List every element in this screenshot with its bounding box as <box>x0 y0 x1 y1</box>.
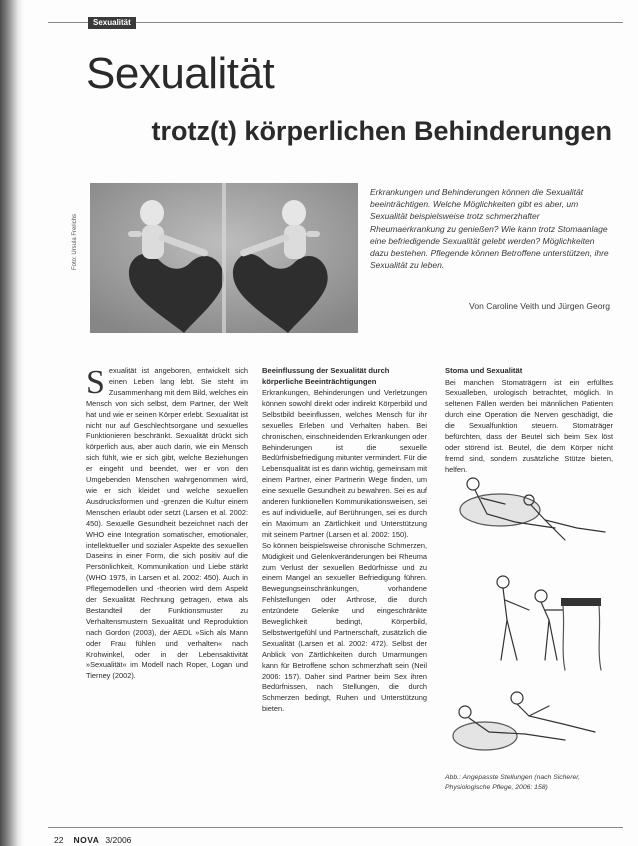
drop-cap: S <box>86 364 105 401</box>
figure-caption: Abb.: Angepasste Stellungen (nach Sicherer, Physiologische Pflege, 2006: 158) <box>445 774 581 791</box>
column-2 <box>262 366 427 715</box>
footer-rule <box>48 827 623 828</box>
column-1 <box>86 366 248 682</box>
body-text: exualität ist angeboren, entwickelt sich einen Leben lang lebt. Sie steht im Zusammenhang mit dem Bild, welches ein Mensch von sich selbst, dem Partner, der Welt hat und wie er seinen Körper erlebt. Sexualität ist nicht nur auf Geschlechtsorgane und sexuelles Funktionieren beschränkt. Sexualität drückt sich körperlich aus, aber auch darin, wie ein Mensch sich fühlt, wie er sich gibt, welche Beziehungen er eingeht und beendet, wer er von den Umgebenden Menschen wahrgenommen wird, wie er sich kleidet und welche sexuellen Ausdrucksformen und -grenzen die Kultur einem Menschen erlaubt oder setzt (Larsen et al. 2002: 450). Sexuelle Gesundheit bezeichnet nach der WHO eine Integration somatischer, emotionaler, intellektueller und sozialer Aspekte des sexuellen Daseins in einer Form, die sich positiv auf die Persönlichkeit, Kommunikation und Liebe stärkt (WHO 1975, in Larsen et al. 2002: 450). Auch in Pflegemodellen und -theorien wird dem Aspekt der Sexualität Rechnung getragen, etwa als Bestandteil der Funktionsmuster zu Verhaltensmustern Sexualität und Reproduktion nach Gordon (2003), der AEDL »Sich als Mann oder Frau fühlen und verhalten« nach Krohwinkel, oder in der Lebensaktivität »Sexualität« im Modell nach Roper, Logan und Tierney (2002). <box>86 366 248 681</box>
issue-number: 3/2006 <box>105 835 132 845</box>
page-footer <box>54 835 131 845</box>
column-3 <box>445 366 613 476</box>
body-text: Erkrankungen, Behinderungen und Verletzungen können sowohl direkt oder indirekt Körperbild und Selbstbild beeinflussen, welches Mensch für ihr sexuelles Erleben und Verhalten haben. Bei chronischen, einschneidenden Erkrankungen oder Behinderungen ist die sexuelle Bedürfnisbefriedigung mitunter vermindert. Für die Lebensqualität ist es dann wichtig, gemeinsam mit einem Partner, einer Partnerin Wege finden, um eine sexuelle Gesundheit zu bewahren. Sei es auf anderen funktionellen Kommunikationsweisen, sei es auf individuelle, auf Berührungen, sei es durch ein Maximum an Zärtlichkeit und Unterstützung mit seinem Partner (Larsen et al. 2002: 150). <box>262 388 427 539</box>
section-badge: Sexualität <box>88 17 136 29</box>
scan-shadow <box>0 0 24 846</box>
section-heading: Stoma und Sexualität <box>445 366 523 375</box>
photo-credit: Foto: Ursula Frerichs <box>72 213 78 270</box>
article-subtitle: trotz(t) körperlichen Behinderungen <box>151 116 612 146</box>
line-drawing-figures <box>445 470 615 770</box>
byline: Von Caroline Veith und Jürgen Georg <box>469 301 610 311</box>
intro-paragraph: Erkrankungen und Behinderungen können die Sexualität beeinträchtigen. Welche Möglichkeiten gibt es aber, um Sexualität beispielsweise trotz schmerzhafter Rheumaerkrankung zu genießen? Wie kann trotz Stomaanlage eine befriedigende Sexualität gelebt werden? Möglichkeiten dazu bestehen. Pflegende können Betroffene unterstützen, ihre Sexualität zu leben. <box>370 187 609 271</box>
positions-illustration <box>445 470 615 770</box>
page-number: 22 <box>54 835 64 845</box>
section-heading: Beeinflussung der Sexualität durch körperliche Beeinträchtigungen <box>262 366 390 386</box>
body-text: Bei manchen Stomaträgern ist ein erfülltes Sexualleben, urologisch betrachtet, möglich. In seltenen Fällen werden bei männlichen Patienten durch eine Operation die Nerven geschädigt, die die Sexualfunktion steuern. Stomaträger befürchten, dass der Beutel sich beim Sex löst oder störend ist. Beutel, die dem Körper nicht fremd sind, sondern zusätzliche Stütze bieten, helfen. <box>445 377 613 474</box>
magazine-brand: NOVA <box>73 835 100 845</box>
wooden-figures-image <box>90 183 358 333</box>
hero-photo <box>90 183 358 333</box>
body-text: So können beispielsweise chronische Schmerzen, Müdigkeit und Gelenkveränderungen bei Rheuma zum Verlust der sexuellen Bedürfnisse und zu einem Mangel an sexueller Befriedigung führen. Bewegungseinschränkungen, vorhandene Fehlstellungen oder Arthrose, die durch entzündete Gelenke und eingeschränkte Beweglichkeit bedingt, Körperbild, Selbstwertgefühl und Partnerschaft, zusätzlich die Sexualität (Larsen et al. 2002: 472). Selbst der Anblick von Zärtlichkeiten durch Umarmungen kann für Betroffene schon schmerzhaft sein (Neil 2006: 157). Daher sind Partner beim Sex ihren Bedürfnissen, nach Stellungen, die durch Schmerzen bedingt, Ruhen und Unterstützung bieten. <box>262 540 427 714</box>
article-title: Sexualität <box>86 49 275 98</box>
